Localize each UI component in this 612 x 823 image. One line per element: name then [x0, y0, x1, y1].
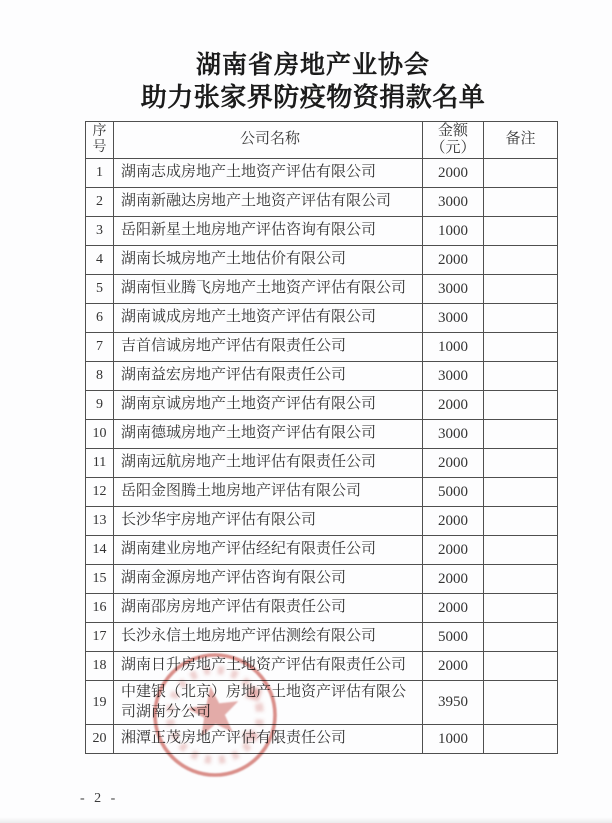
remark-cell: [484, 333, 558, 362]
table-row: [86, 159, 558, 188]
company-name-cell: 中建银（北京）房地产土地资产评估有限公司湖南分公司: [114, 681, 423, 725]
amount-cell: 5000: [423, 478, 484, 507]
col-header-amount-line2: （元）: [430, 140, 476, 156]
remark-cell: [484, 449, 558, 478]
company-name-cell: 湖南京诚房地产土地资产评估有限公司: [114, 391, 423, 420]
table-row: [86, 449, 558, 478]
amount-cell: 1000: [423, 725, 484, 754]
company-name-cell: 湖南日升房地产土地资产评估有限责任公司: [114, 652, 423, 681]
remark-cell: [484, 652, 558, 681]
table-row: [86, 246, 558, 275]
table-row: [86, 391, 558, 420]
company-name-cell: 湖南志成房地产土地资产评估有限公司: [114, 159, 423, 188]
row-index-cell: 5: [86, 275, 114, 304]
col-header-company: 公司名称: [114, 122, 423, 159]
company-name-cell: 岳阳金图腾土地房地产评估有限公司: [114, 478, 423, 507]
company-name-cell: 吉首信诚房地产评估有限责任公司: [114, 333, 423, 362]
remark-cell: [484, 246, 558, 275]
remark-cell: [484, 362, 558, 391]
title-line-2: 助力张家界防疫物资捐款名单: [140, 83, 486, 113]
row-index-cell: 3: [86, 217, 114, 246]
col-header-amount: [423, 122, 484, 159]
row-index-cell: 11: [86, 449, 114, 478]
company-name-cell: 湖南长城房地产土地估价有限公司: [114, 246, 423, 275]
col-header-index-line1: 序: [92, 123, 107, 139]
remark-cell: [484, 725, 558, 754]
table-row: [86, 507, 558, 536]
company-name-cell: 湖南建业房地产评估经纪有限责任公司: [114, 536, 423, 565]
remark-cell: [484, 507, 558, 536]
table-row: [86, 188, 558, 217]
amount-cell: 5000: [423, 623, 484, 652]
row-index-cell: 20: [86, 725, 114, 754]
table-row: [86, 623, 558, 652]
table-body: [86, 159, 558, 754]
remark-cell: [484, 565, 558, 594]
donation-table-wrap: [85, 121, 558, 754]
table-row: [86, 565, 558, 594]
amount-cell: 2000: [423, 507, 484, 536]
company-name-cell: 湖南诚成房地产土地资产评估有限公司: [114, 304, 423, 333]
row-index-cell: 9: [86, 391, 114, 420]
col-header-remark: 备注: [484, 122, 558, 159]
remark-cell: [484, 536, 558, 565]
row-index-cell: 4: [86, 246, 114, 275]
amount-cell: 1000: [423, 217, 484, 246]
row-index-cell: 15: [86, 565, 114, 594]
table-header: [86, 122, 558, 159]
remark-cell: [484, 623, 558, 652]
donation-table: [85, 121, 558, 754]
table-row: [86, 681, 558, 725]
amount-cell: 2000: [423, 594, 484, 623]
amount-cell: 3000: [423, 420, 484, 449]
table-row: [86, 725, 558, 754]
col-header-index: [86, 122, 114, 159]
amount-cell: 2000: [423, 652, 484, 681]
table-row: [86, 333, 558, 362]
table-row: [86, 420, 558, 449]
table-row: [86, 362, 558, 391]
row-index-cell: 1: [86, 159, 114, 188]
amount-cell: 2000: [423, 449, 484, 478]
amount-cell: 3000: [423, 362, 484, 391]
row-index-cell: 19: [86, 681, 114, 725]
company-name-cell: 湖南益宏房地产评估有限责任公司: [114, 362, 423, 391]
row-index-cell: 16: [86, 594, 114, 623]
remark-cell: [484, 391, 558, 420]
remark-cell: [484, 159, 558, 188]
remark-cell: [484, 217, 558, 246]
amount-cell: 3000: [423, 304, 484, 333]
company-name-cell: 长沙华宇房地产评估有限公司: [114, 507, 423, 536]
remark-cell: [484, 681, 558, 725]
remark-cell: [484, 304, 558, 333]
row-index-cell: 8: [86, 362, 114, 391]
remark-cell: [484, 188, 558, 217]
row-index-cell: 2: [86, 188, 114, 217]
row-index-cell: 6: [86, 304, 114, 333]
remark-cell: [484, 594, 558, 623]
page-number: - 2 -: [80, 791, 119, 806]
amount-cell: 3950: [423, 681, 484, 725]
amount-cell: 3000: [423, 188, 484, 217]
col-header-amount-line1: 金额: [437, 122, 468, 139]
amount-cell: 2000: [423, 246, 484, 275]
row-index-cell: 7: [86, 333, 114, 362]
amount-cell: 1000: [423, 333, 484, 362]
amount-cell: 2000: [423, 391, 484, 420]
company-name-cell: 长沙永信土地房地产评估测绘有限公司: [114, 623, 423, 652]
amount-cell: 2000: [423, 536, 484, 565]
company-name-cell: 湖南德珹房地产土地资产评估有限公司: [114, 420, 423, 449]
remark-cell: [484, 478, 558, 507]
table-row: [86, 652, 558, 681]
row-index-cell: 17: [86, 623, 114, 652]
table-row: [86, 304, 558, 333]
table-row: [86, 478, 558, 507]
table-row: [86, 594, 558, 623]
row-index-cell: 10: [86, 420, 114, 449]
row-index-cell: 18: [86, 652, 114, 681]
header-row: [86, 122, 558, 159]
table-row: [86, 217, 558, 246]
row-index-cell: 13: [86, 507, 114, 536]
row-index-cell: 12: [86, 478, 114, 507]
company-name-cell: 湖南新融达房地产土地资产评估有限公司: [114, 188, 423, 217]
table-row: [86, 536, 558, 565]
remark-cell: [484, 420, 558, 449]
company-name-cell: 湖南金源房地产评估咨询有限公司: [114, 565, 423, 594]
amount-cell: 3000: [423, 275, 484, 304]
company-name-cell: 湖南邵房房地产评估有限责任公司: [114, 594, 423, 623]
table-row: [86, 275, 558, 304]
row-index-cell: 14: [86, 536, 114, 565]
company-name-cell: 湖南恒业腾飞房地产土地资产评估有限公司: [114, 275, 423, 304]
company-name-cell: 湘潭正茂房地产评估有限责任公司: [114, 725, 423, 754]
col-header-index-line2: 号: [92, 140, 107, 155]
remark-cell: [484, 275, 558, 304]
company-name-cell: 岳阳新星土地房地产评估咨询有限公司: [114, 217, 423, 246]
document-title: [0, 50, 612, 115]
amount-cell: 2000: [423, 565, 484, 594]
title-line-1: 湖南省房地产业协会: [195, 52, 430, 79]
company-name-cell: 湖南远航房地产土地评估有限责任公司: [114, 449, 423, 478]
amount-cell: 2000: [423, 159, 484, 188]
